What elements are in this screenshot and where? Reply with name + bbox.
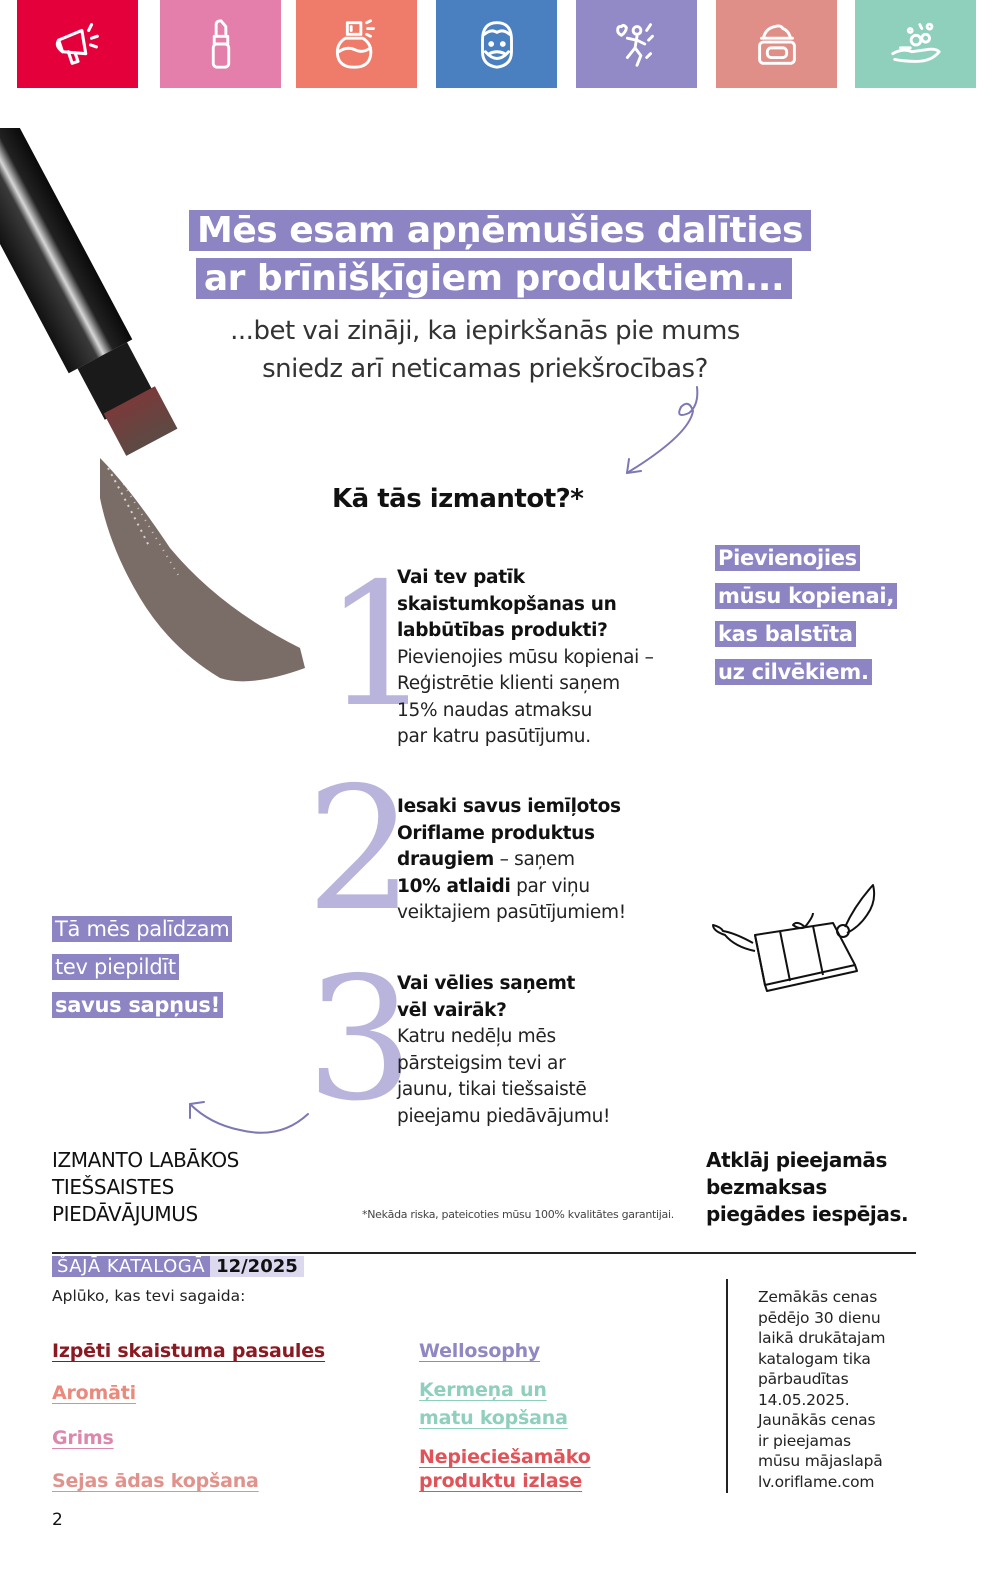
- link-essentials-selection[interactable]: Nepieciešamāko produktu izlase: [419, 1446, 591, 1492]
- dreams-tag: Tā mēs palīdzam tev piepildīt savus sapņus!: [52, 911, 232, 1025]
- link-skincare[interactable]: Sejas ādas kopšana: [52, 1470, 259, 1492]
- catalog-label: ŠAJĀ KATALOGĀ 12/2025: [52, 1256, 304, 1278]
- step-number-1: 1: [324, 547, 433, 745]
- price-note: Zemākās cenas pēdējo 30 dienu laikā drukātajam katalogam tika pārbaudītas 14.05.2025. Jaunākās cenas ir pieejamas mūsu mājaslapā lv.oriflame.com: [758, 1288, 886, 1491]
- megaphone-icon: [49, 15, 107, 73]
- vertical-divider: [726, 1279, 728, 1493]
- lipstick-icon: [192, 15, 250, 73]
- community-tag: Pievienojies mūsu kopienai, kas balstīta uz cilvēkiem.: [715, 540, 897, 692]
- step-number-3: 3: [306, 941, 415, 1139]
- online-offers-heading: IZMANTO LABĀKOS TIEŠSAISTES PIEDĀVĀJUMUS: [52, 1148, 239, 1226]
- step-1: Vai tev patīk skaistumkopšanas un labbūtības produkti? Pievienojies mūsu kopienai – Reģistrētie klienti saņem 15% naudas atmaksu par katru pasūtījumu.: [397, 567, 654, 747]
- tile-body-care[interactable]: [855, 0, 976, 88]
- tile-fragrances[interactable]: [296, 0, 417, 88]
- link-explore-beauty-worlds[interactable]: Izpēti skaistuma pasaules: [52, 1340, 326, 1362]
- free-delivery-heading: Atklāj pieejamās bezmaksas piegādes iespējas.: [706, 1148, 909, 1226]
- curved-arrow-icon: [180, 1090, 315, 1140]
- tile-makeup[interactable]: [160, 0, 281, 88]
- hand-soap-icon: [887, 15, 945, 73]
- cream-jar-icon: [748, 15, 806, 73]
- wellness-runner-icon: [608, 15, 666, 73]
- step-2: Iesaki savus iemīļotos Oriflame produktus draugiem – saņem 10% atlaidi par viņu veiktajiem pasūtījumiem!: [397, 796, 626, 923]
- tile-wellness[interactable]: [576, 0, 697, 88]
- link-body-hair-care[interactable]: Ķermeņa un matu kopšana: [419, 1379, 568, 1429]
- perfume-icon: [328, 15, 386, 73]
- link-fragrances[interactable]: Aromāti: [52, 1382, 136, 1404]
- how-to-title: Kā tās izmantot?*: [332, 484, 584, 514]
- link-wellosophy[interactable]: Wellosophy: [419, 1340, 541, 1362]
- headline-line-1: Mēs esam apņēmušies dalīties: [0, 208, 1000, 254]
- tile-men[interactable]: [436, 0, 557, 88]
- man-face-icon: [468, 15, 526, 73]
- section-divider: [52, 1252, 916, 1254]
- step-3: Vai vēlies saņemt vēl vairāk? Katru nedēļu mēs pārsteigsim tevi ar jaunu, tikai tiešsaistē pieejamu piedāvājumu!: [397, 973, 611, 1127]
- link-makeup[interactable]: Grims: [52, 1427, 114, 1449]
- headline-line-2: ar brīnišķīgiem produktiem...: [0, 256, 994, 302]
- guarantee-disclaimer: *Nekāda riska, pateicoties mūsu 100% kvalitātes garantijai.: [362, 1208, 674, 1221]
- page-number: 2: [52, 1510, 63, 1530]
- flying-gift-icon: [705, 875, 885, 1000]
- tile-skincare[interactable]: [716, 0, 837, 88]
- subheadline-line-2: sniedz arī neticamas priekšrocības?: [262, 354, 708, 384]
- subheadline-line-1: ...bet vai zināji, ka iepirkšanās pie mums: [230, 316, 740, 346]
- tile-promotions[interactable]: [17, 0, 138, 88]
- browse-text: Aplūko, kas tevi sagaida:: [52, 1287, 246, 1305]
- step-number-2: 2: [306, 751, 415, 949]
- curly-arrow-icon: [615, 385, 715, 485]
